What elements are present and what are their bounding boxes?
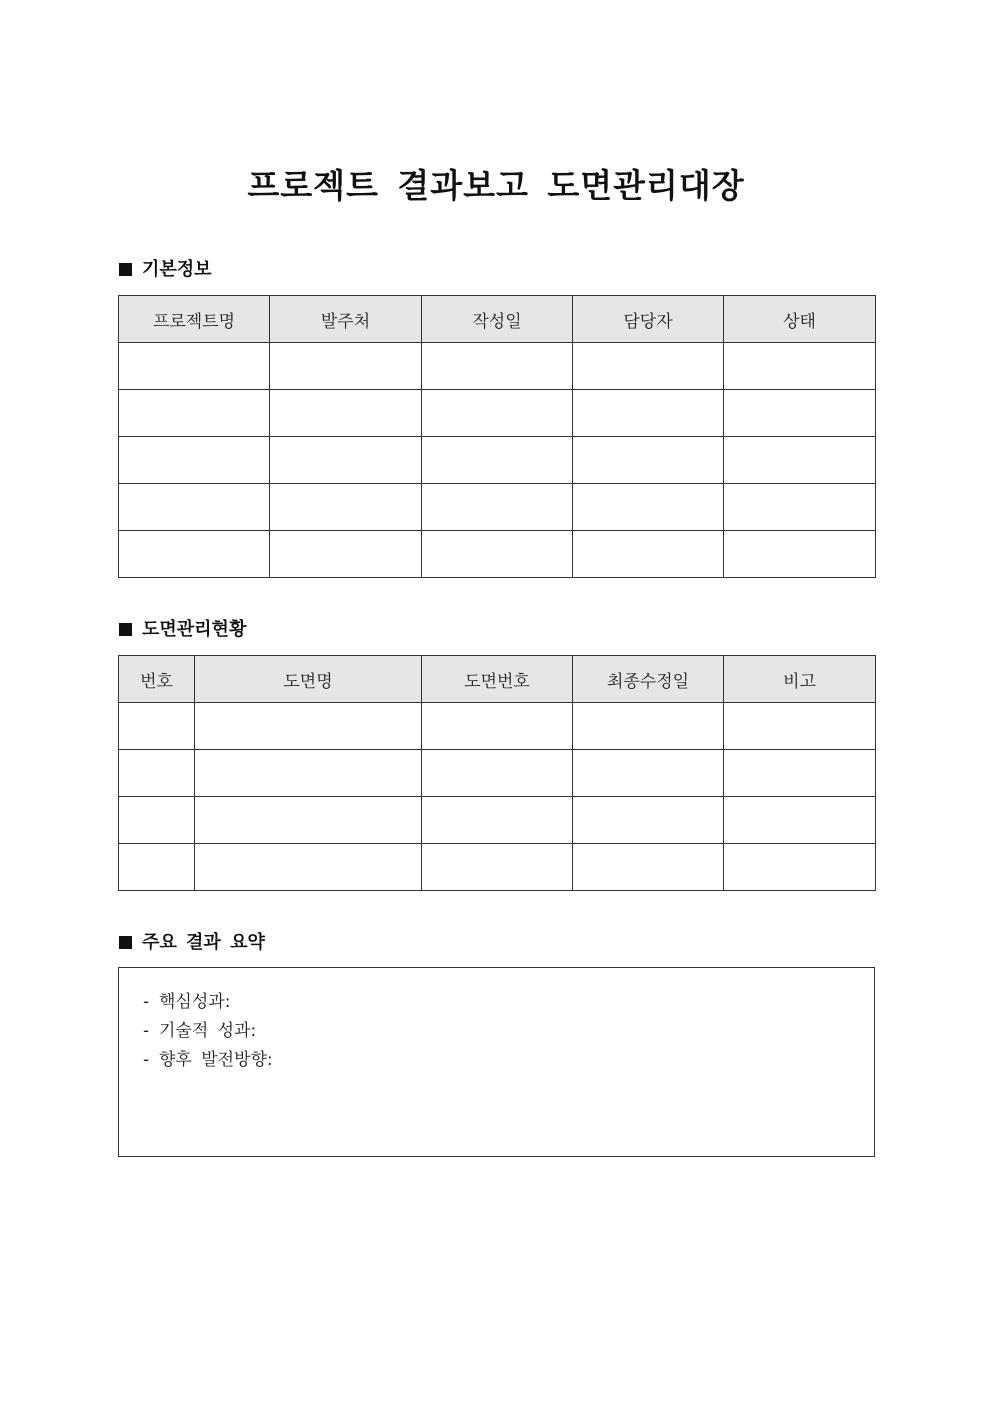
summary-item-future-direction: [143, 1046, 874, 1075]
table-cell[interactable]: [422, 390, 573, 437]
table-row: [119, 750, 876, 797]
table-cell[interactable]: [422, 844, 573, 891]
summary-item-label: 기술적 성과:: [159, 1021, 257, 1041]
drawing-status-heading: [119, 618, 246, 642]
table-cell[interactable]: [270, 343, 422, 390]
table-cell[interactable]: [573, 797, 724, 844]
summary-item-label: 향후 발전방향:: [159, 1050, 273, 1070]
column-header-last-modified: 최종수정일: [573, 656, 724, 703]
table-cell[interactable]: [573, 531, 724, 578]
table-cell[interactable]: [573, 750, 724, 797]
table-cell[interactable]: [724, 484, 876, 531]
square-bullet-icon: [119, 623, 132, 636]
table-row: [119, 437, 876, 484]
table-cell[interactable]: [573, 844, 724, 891]
dash-bullet: -: [143, 1021, 150, 1041]
table-row: [119, 531, 876, 578]
table-cell[interactable]: [573, 343, 724, 390]
table-cell[interactable]: [573, 703, 724, 750]
square-bullet-icon: [119, 936, 132, 949]
page-title: 프로젝트 결과보고 도면관리대장: [247, 166, 745, 205]
column-header-remarks: 비고: [724, 656, 876, 703]
table-cell[interactable]: [573, 390, 724, 437]
table-row: [119, 703, 876, 750]
column-header-date-written: 작성일: [422, 296, 573, 343]
table-cell[interactable]: [724, 343, 876, 390]
table-cell[interactable]: [119, 531, 270, 578]
column-header-client: 발주처: [270, 296, 422, 343]
summary-item-key-achievements: [143, 988, 874, 1017]
basic-info-heading-text: 기본정보: [142, 259, 212, 280]
column-header-status: 상태: [724, 296, 876, 343]
table-cell[interactable]: [195, 703, 422, 750]
dash-bullet: -: [143, 992, 150, 1012]
summary-item-label: 핵심성과:: [159, 992, 231, 1012]
column-header-number: 번호: [119, 656, 195, 703]
drawing-status-heading-text: 도면관리현황: [142, 619, 247, 640]
table-cell[interactable]: [422, 797, 573, 844]
column-header-drawing-number: 도면번호: [422, 656, 573, 703]
table-cell[interactable]: [724, 797, 876, 844]
table-cell[interactable]: [422, 343, 573, 390]
table-cell[interactable]: [724, 390, 876, 437]
table-cell[interactable]: [270, 390, 422, 437]
drawing-status-table: [118, 655, 876, 891]
table-cell[interactable]: [119, 703, 195, 750]
table-cell[interactable]: [724, 437, 876, 484]
table-cell[interactable]: [270, 437, 422, 484]
table-cell[interactable]: [119, 484, 270, 531]
table-cell[interactable]: [195, 844, 422, 891]
table-cell[interactable]: [422, 484, 573, 531]
table-cell[interactable]: [724, 531, 876, 578]
table-row: [119, 797, 876, 844]
summary-heading: [119, 931, 265, 955]
table-cell[interactable]: [119, 343, 270, 390]
table-cell[interactable]: [422, 437, 573, 484]
summary-item-technical-achievements: [143, 1017, 874, 1046]
table-cell[interactable]: [573, 484, 724, 531]
table-cell[interactable]: [119, 797, 195, 844]
table-cell[interactable]: [724, 750, 876, 797]
table-header-row: [119, 296, 876, 343]
table-row: [119, 343, 876, 390]
table-cell[interactable]: [422, 531, 573, 578]
table-row: [119, 390, 876, 437]
table-cell[interactable]: [195, 797, 422, 844]
table-cell[interactable]: [119, 844, 195, 891]
table-cell[interactable]: [422, 703, 573, 750]
table-cell[interactable]: [119, 750, 195, 797]
square-bullet-icon: [119, 263, 132, 276]
column-header-drawing-name: 도면명: [195, 656, 422, 703]
table-cell[interactable]: [119, 437, 270, 484]
table-row: [119, 484, 876, 531]
basic-info-table: [118, 295, 876, 578]
table-cell[interactable]: [724, 703, 876, 750]
table-cell[interactable]: [270, 484, 422, 531]
column-header-project-name: 프로젝트명: [119, 296, 270, 343]
table-cell[interactable]: [422, 750, 573, 797]
table-cell[interactable]: [573, 437, 724, 484]
table-cell[interactable]: [119, 390, 270, 437]
table-cell[interactable]: [724, 844, 876, 891]
table-row: [119, 844, 876, 891]
table-cell[interactable]: [270, 531, 422, 578]
summary-heading-text: 주요 결과 요약: [142, 932, 265, 953]
column-header-manager: 담당자: [573, 296, 724, 343]
table-header-row: [119, 656, 876, 703]
basic-info-heading: [119, 258, 212, 282]
dash-bullet: -: [143, 1050, 150, 1070]
summary-box[interactable]: [118, 967, 875, 1157]
table-cell[interactable]: [195, 750, 422, 797]
